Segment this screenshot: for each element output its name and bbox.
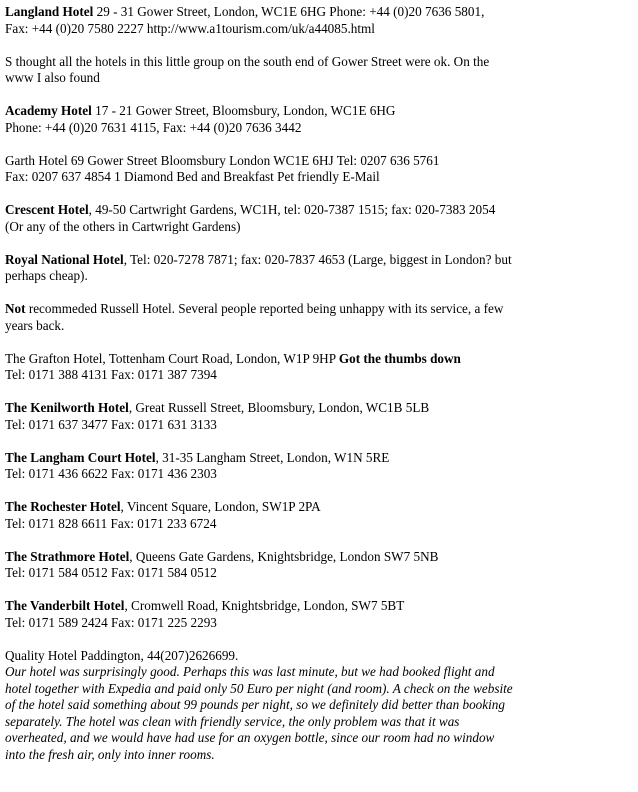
paragraph xyxy=(5,400,632,433)
text: Fax: 0207 637 4854 1 Diamond Bed and Breakfast Pet friendly E-Mail xyxy=(5,169,380,184)
text: Tel: 0171 436 6622 Fax: 0171 436 2303 xyxy=(5,466,217,481)
paragraph xyxy=(5,351,632,384)
text-line xyxy=(5,747,632,764)
text: perhaps cheap). xyxy=(5,268,88,283)
text-line xyxy=(5,318,632,335)
paragraph xyxy=(5,54,632,87)
paragraph xyxy=(5,598,632,631)
text-line xyxy=(5,219,632,236)
text: Tel: 0171 828 6611 Fax: 0171 233 6724 xyxy=(5,515,217,531)
text-line xyxy=(5,664,632,681)
text-line xyxy=(5,70,632,87)
text-line xyxy=(5,4,632,21)
bold-text: The Vanderbilt Hotel xyxy=(5,598,125,613)
text-line xyxy=(5,565,632,582)
text-line xyxy=(5,450,632,467)
text: , Cromwell Road, Knightsbridge, London, SW7 5BT xyxy=(124,598,405,613)
bold-text: Royal National Hotel xyxy=(5,251,124,267)
text: Quality Hotel Paddington, 44(207)2626699. xyxy=(5,647,239,663)
text-line xyxy=(5,153,632,170)
text-line xyxy=(5,417,632,434)
text-line xyxy=(5,21,632,38)
paragraph xyxy=(5,153,632,186)
text: S thought all the hotels in this little group on the south end of Gower Street were ok. On the xyxy=(5,53,490,69)
text: 29 - 31 Gower Street, London, WC1E 6HG Phone: +44 (0)20 7636 5801, xyxy=(93,4,485,19)
bold-text: Academy Hotel xyxy=(5,103,92,118)
text-line xyxy=(5,54,632,71)
text: 17 - 21 Gower Street, Bloomsbury, London, WC1E 6HG xyxy=(91,103,396,118)
text: recommeded Russell Hotel. Several people reported being unhappy with its service, a few xyxy=(25,301,504,316)
text-line xyxy=(5,714,632,731)
text-line xyxy=(5,466,632,483)
italic-text: separately. The hotel was clean with friendly service, the only problem was that it was xyxy=(5,713,460,729)
text-line xyxy=(5,202,632,219)
paragraph xyxy=(5,499,632,532)
bold-text: Langland Hotel xyxy=(5,4,94,19)
text: Tel: 0171 584 0512 Fax: 0171 584 0512 xyxy=(5,565,217,580)
italic-text: overheated, and we would have had use for an oxygen bottle, since our room had no window xyxy=(5,730,495,745)
text: Tel: 0171 388 4131 Fax: 0171 387 7394 xyxy=(5,367,217,382)
text: , 49-50 Cartwright Gardens, WC1H, tel: 020-7387 1515; fax: 020-7383 2054 xyxy=(88,202,496,217)
text: (Or any of the others in Cartwright Gardens) xyxy=(5,218,241,234)
text-line xyxy=(5,400,632,417)
text: www I also found xyxy=(5,70,100,85)
text-line xyxy=(5,648,632,665)
text: Tel: 0171 637 3477 Fax: 0171 631 3133 xyxy=(5,416,217,432)
bold-text: Crescent Hotel xyxy=(5,202,89,217)
text-line xyxy=(5,367,632,384)
paragraph xyxy=(5,103,632,136)
text: , Tel: 020-7278 7871; fax: 020-7837 4653 (Large, biggest in London? but xyxy=(123,251,512,267)
text-line xyxy=(5,169,632,186)
text: , Vincent Square, London, SW1P 2PA xyxy=(120,499,321,514)
bold-text: The Langham Court Hotel xyxy=(5,449,156,465)
paragraph xyxy=(5,202,632,235)
text: The Grafton Hotel, Tottenham Court Road, London, W1P 9HP xyxy=(5,350,339,366)
text-line xyxy=(5,103,632,120)
text-line xyxy=(5,730,632,747)
text-line xyxy=(5,516,632,533)
paragraph xyxy=(5,252,632,285)
text-line xyxy=(5,351,632,368)
text-line xyxy=(5,120,632,137)
text-line xyxy=(5,549,632,566)
paragraph xyxy=(5,4,632,37)
paragraph xyxy=(5,648,632,764)
bold-text: The Strathmore Hotel xyxy=(5,548,130,564)
bold-text: Not xyxy=(5,301,26,316)
text-line xyxy=(5,499,632,516)
text-line xyxy=(5,697,632,714)
paragraph xyxy=(5,450,632,483)
text-line xyxy=(5,598,632,615)
italic-text: hotel together with Expedia and paid only 50 Euro per night (and room). A check on the website xyxy=(5,680,513,696)
text: Garth Hotel 69 Gower Street Bloomsbury London WC1E 6HJ Tel: 0207 636 5761 xyxy=(5,152,440,168)
text: , Great Russell Street, Bloomsbury, London, WC1B 5LB xyxy=(128,400,430,415)
text-line xyxy=(5,301,632,318)
text-line xyxy=(5,268,632,285)
bold-text: The Kenilworth Hotel xyxy=(5,400,129,415)
bold-text: Got the thumbs down xyxy=(338,350,461,366)
paragraph xyxy=(5,301,632,334)
text: , 31-35 Langham Street, London, W1N 5RE xyxy=(155,449,390,465)
text: years back. xyxy=(5,317,65,333)
text-line xyxy=(5,681,632,698)
text: Fax: +44 (0)20 7580 2227 http://www.a1tourism.com/uk/a44085.html xyxy=(5,20,375,36)
text-line xyxy=(5,615,632,632)
text-line xyxy=(5,252,632,269)
italic-text: into the fresh air, only into inner rooms. xyxy=(5,746,215,762)
italic-text: of the hotel said something about 99 pounds per night, so we definitely did better than booking xyxy=(5,697,505,712)
text: Tel: 0171 589 2424 Fax: 0171 225 2293 xyxy=(5,614,217,630)
italic-text: Our hotel was surprisingly good. Perhaps this was last minute, but we had booked flight and xyxy=(5,664,495,679)
bold-text: The Rochester Hotel xyxy=(5,499,121,514)
text: Phone: +44 (0)20 7631 4115, Fax: +44 (0)20 7636 3442 xyxy=(5,119,302,135)
paragraph xyxy=(5,549,632,582)
text: , Queens Gate Gardens, Knightsbridge, London SW7 5NB xyxy=(129,548,439,564)
